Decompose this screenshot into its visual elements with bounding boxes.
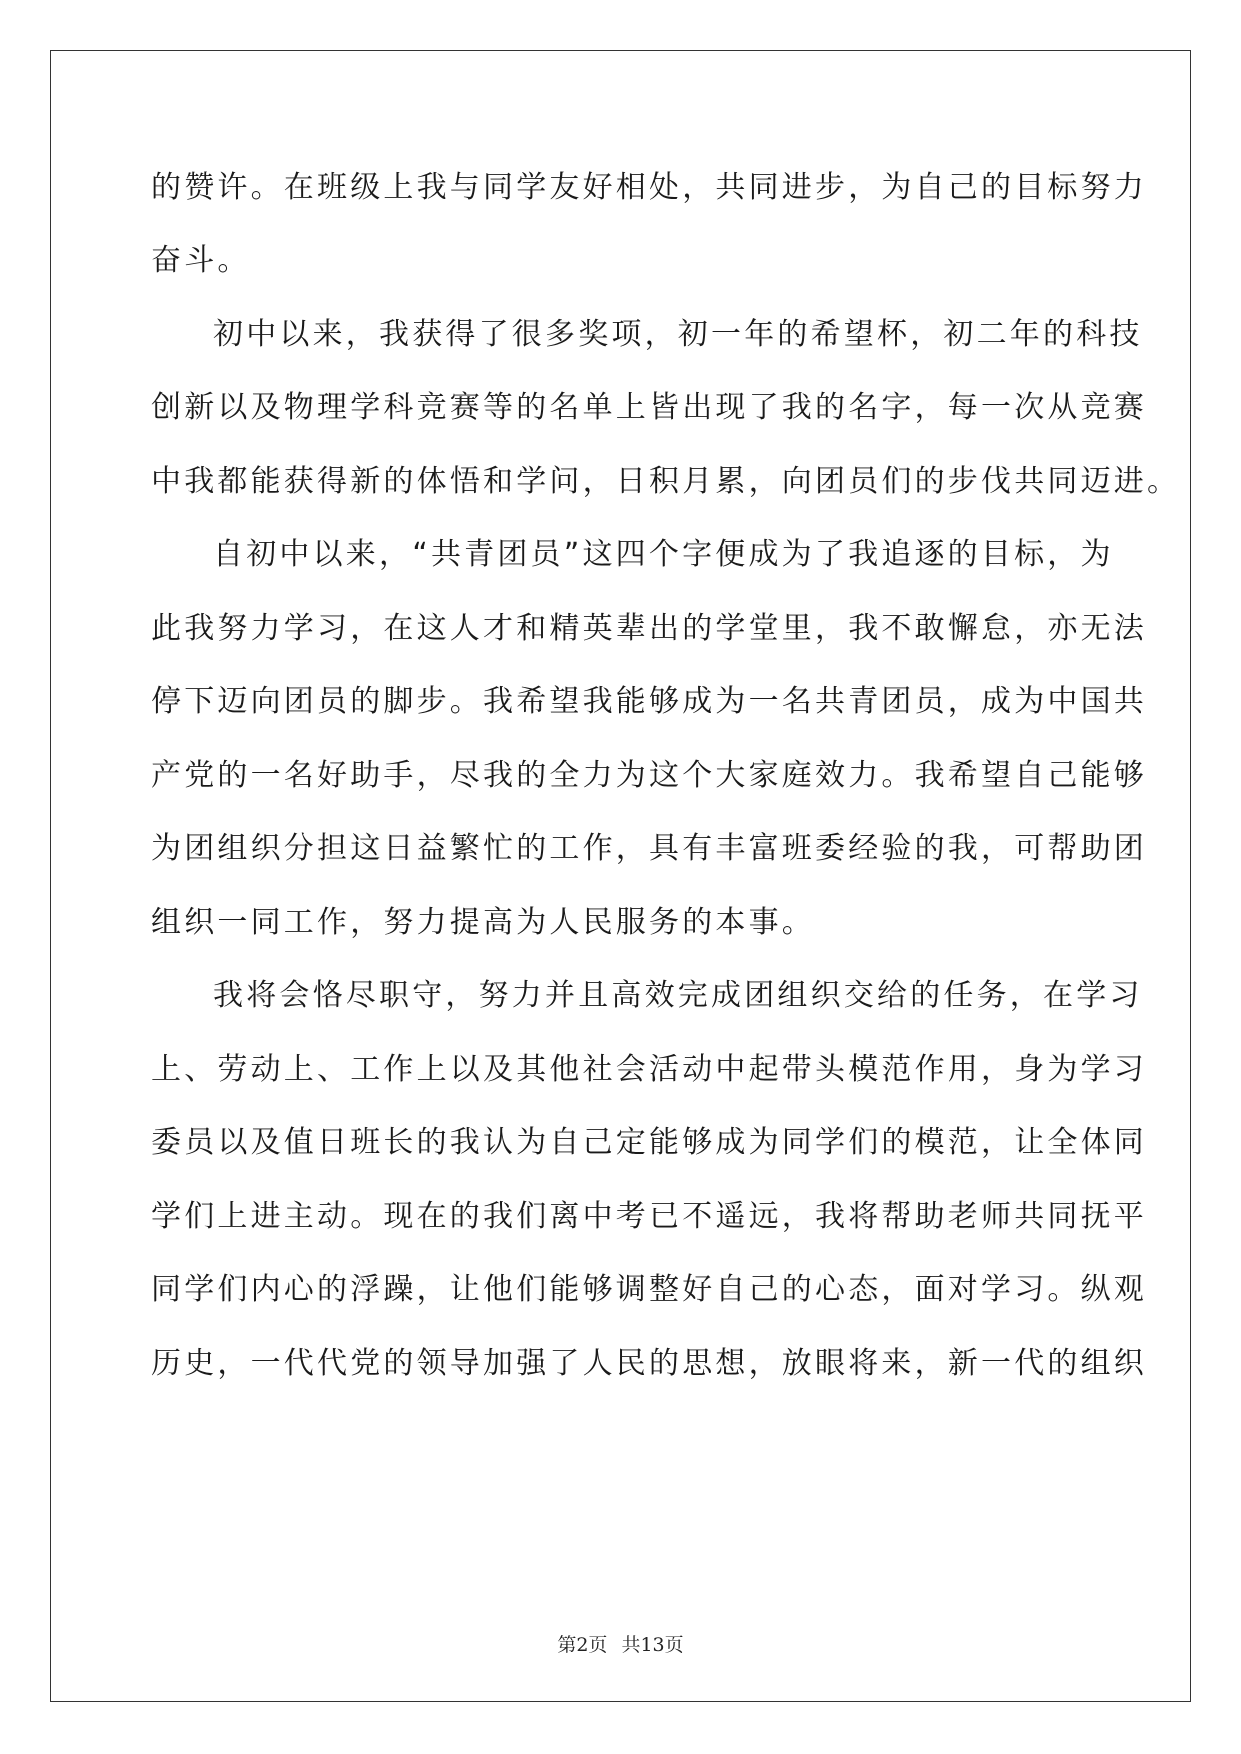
body-line: 停下迈向团员的脚步。我希望我能够成为一名共青团员，成为中国共 [151,684,1147,719]
page-total: 共13页 [621,1634,684,1656]
body-line: 此我努力学习，在这人才和精英辈出的学堂里，我不敢懈怠，亦无法 [151,611,1147,646]
paragraph-first-line: 我将会恪尽职守，努力并且高效完成团组织交给的任务，在学习 [213,978,1143,1013]
page-footer [0,1633,1241,1657]
body-line: 的赞许。在班级上我与同学友好相处，共同进步，为自己的目标努力 [151,170,1147,205]
body-line: 奋斗。 [151,243,251,278]
body-line: 产党的一名好助手，尽我的全力为这个大家庭效力。我希望自己能够 [151,758,1147,793]
body-line: 学们上进主动。现在的我们离中考已不遥远，我将帮助老师共同抚平 [151,1199,1147,1234]
body-line: 组织一同工作，努力提高为人民服务的本事。 [151,905,815,940]
page-number: 第2页 [557,1634,608,1656]
body-line: 历史，一代代党的领导加强了人民的思想，放眼将来，新一代的组织 [151,1346,1147,1381]
body-line: 中我都能获得新的体悟和学问，日积月累，向团员们的步伐共同迈进。 [151,464,1181,499]
body-line: 同学们内心的浮躁，让他们能够调整好自己的心态，面对学习。纵观 [151,1272,1147,1307]
body-line: 创新以及物理学科竞赛等的名单上皆出现了我的名字，每一次从竞赛 [151,390,1147,425]
paragraph-first-line: 自初中以来，“共青团员”这四个字便成为了我追逐的目标，为 [213,537,1114,572]
paragraph-first-line: 初中以来，我获得了很多奖项，初一年的希望杯，初二年的科技 [213,317,1143,352]
body-line: 委员以及值日班长的我认为自己定能够成为同学们的模范，让全体同 [151,1125,1147,1160]
body-line: 为团组织分担这日益繁忙的工作，具有丰富班委经验的我，可帮助团 [151,831,1147,866]
page-border [50,50,1191,1702]
body-line: 上、劳动上、工作上以及其他社会活动中起带头模范作用，身为学习 [151,1052,1147,1087]
